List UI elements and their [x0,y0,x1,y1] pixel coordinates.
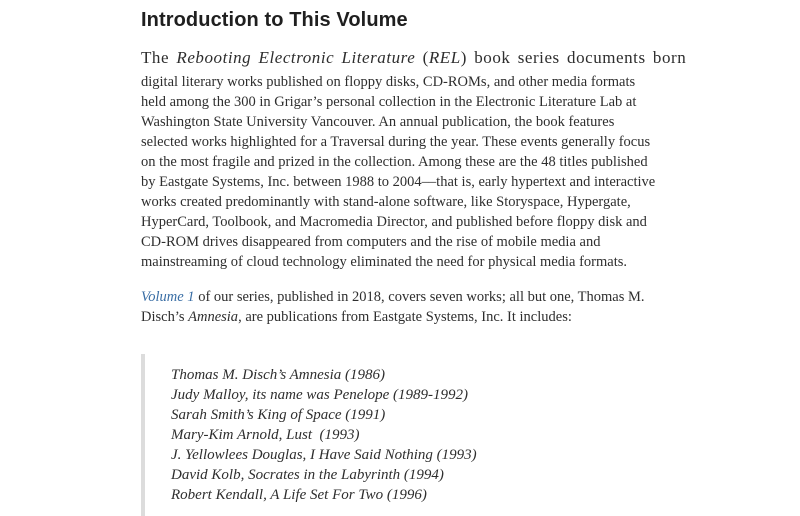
lead-paragraph [141,47,687,69]
volume-paragraph-end: , are publications from Eastgate Systems, Inc. It includes: [238,309,572,325]
volume-1-link[interactable]: Volume 1 [141,289,195,305]
lead-post: ) book series documents born [460,48,687,67]
article-content [141,0,687,516]
series-abbreviation-italic: REL [428,48,461,67]
work-item: Mary-Kim Arnold, Lust (1993) [171,427,360,443]
works-blockquote [141,354,657,516]
work-item: Judy Malloy, its name was Penelope (1989-1992) [171,387,469,403]
page-title: Introduction to This Volume [141,9,408,31]
work-item: Robert Kendall, A Life Set For Two (1996) [171,487,427,503]
amnesia-title-italic: Amnesia [188,309,239,325]
work-item: Sarah Smith’s King of Space (1991) [171,407,386,423]
volume-paragraph-text: of our series, published in 2018, covers seven works; all but one, Thomas M. Disch’s [141,289,645,325]
series-title-italic: Rebooting Electronic Literature [176,48,416,67]
work-item: J. Yellowlees Douglas, I Have Said Nothing (1993) [171,447,477,463]
work-item: Thomas M. Disch’s Amnesia (1986) [171,367,386,383]
lead-mid: ( [415,48,429,67]
volume-paragraph [141,287,657,327]
lead-pre: The [141,48,177,67]
intro-paragraph: digital literary works published on floppy disks, CD-ROMs, and other media formats held among the 300 in Grigar’s personal collection in the Electronic Literature Lab at Washington State University Vancouver. An annual publication, the book features selected works highlighted for a Traversal during the year. These events generally focus on the most fragile and prized in the collection. Among these are the 48 titles published by Eastgate Systems, Inc. between 1988 to 2004––that is, early hypertext and interactive works created predominantly with stand-alone software, like Storyspace, Hypergate, HyperCard, Toolbook, and Macromedia Director, and published before floppy disk and CD-ROM drives disappeared from computers and the rise of mobile media and mainstreaming of cloud technology eliminated the need for physical media formats. [141,74,656,270]
work-item: David Kolb, Socrates in the Labyrinth (1994) [171,467,444,483]
